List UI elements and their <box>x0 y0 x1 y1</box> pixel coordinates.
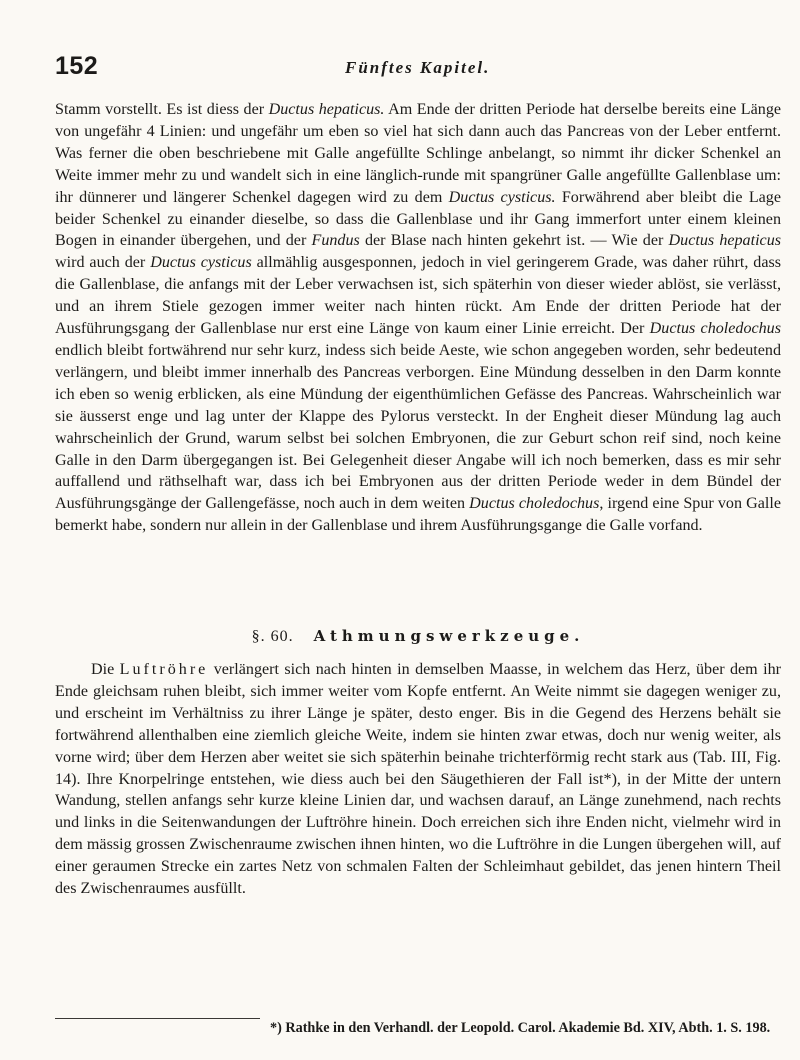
latin-term: Ductus cysticus. <box>448 188 556 206</box>
footnote: *) Rathke in den Verhandl. der Leopold. Carol. Akademie Bd. XIV, Abth. 1. S. 198. <box>270 1020 771 1036</box>
section-heading <box>55 627 781 646</box>
text-run: wird auch der <box>55 254 151 272</box>
latin-term: Ductus choledochus <box>469 495 600 513</box>
text-run: Forwährend aber bleibt die Lage beider Schenkel zu einander dieselbe, so dass die Gallenblase und ihr Gang immerfort unter einem kleinen Bogen in einander übergehen, und der <box>55 188 781 250</box>
section-number: §. 60. <box>251 628 294 645</box>
latin-term: Ductus choledochus <box>649 320 781 338</box>
paragraph-1 <box>55 99 781 537</box>
latin-term: Ductus hepaticus <box>668 232 782 250</box>
text-run: verlängert sich nach hinten in demselben Maasse, in welchem das Herz, über dem ihr Ende gleichsam ruhen bleibt, sich immer weiter vom Kopfe entfernt. An Weite nimmt sie dagegen weniger zu, und erscheint im Verhältniss zu ihrer Länge je später, desto enger. Bis in die Gegend des Herzens behält sie fortwährend allenthalben eine ziemlich gleiche Weite, indem sie hinten zwar etwas, doch nur wenig weiter, als vorne wird; über dem Herzen aber weitet sie sich späterhin beinahe trichterförmig recht stark aus (Tab. III, Fig. 14). Ihre Knorpelringe entstehen, wie diess auch bei den Säugethieren der Fall ist*), in der Mitte der untern Wandung, stellen anfangs sehr kurze kleine Linien dar, und wachsen darauf, an Länge zunehmend, nach rechts und links in die Seitenwandungen der Luftröhre hinein. Doch erreichen sich ihre Enden nicht, vielmehr wird in dem mässig grossen Zwischenraume zwischen ihnen hinten, wo die Luftröhre in die Lungen übergehen will, auf einer geraumen Strecke ein zartes Netz von schmalen Falten der Schleimhaut gebildet, das jenen hintern Theil des Zwischenraumes ausfüllt. <box>55 661 781 898</box>
text-run: allmählig ausgesponnen, jedoch in viel geringerem Grade, was daher rührt, dass die Gallenblase, die anfangs mit der Leber verwachsen ist, sich späterhin von dieser wieder ablöst, sie verlässt, und an ihrem Stiele gezogen immer weiter nach hinten rückt. Am Ende der dritten Periode hat der Ausführungsgang der Gallenblase nur erst eine Länge von kaum einer Linie erreicht. Der <box>55 254 782 338</box>
text-run: Die <box>91 661 120 678</box>
text-run: Stamm vorstellt. Es ist diess der <box>55 101 269 118</box>
paragraph-2 <box>55 659 781 900</box>
emphasized-term: Luftröhre <box>119 661 209 678</box>
page-header <box>55 52 783 86</box>
text-run: Am Ende der dritten Periode hat derselbe bereits eine Länge von ungefähr 4 Linien: und ungefähr um eben so viel hat sich dann auch das Pancreas von der Leber entfernt. Was ferner die oben beschriebene mit Galle angefüllte Schlinge anbelangt, so nimmt ihr dicker Schenkel an Weite immer mehr zu und wandelt sich in eine länglich-runde mit spangrüner Galle angefüllte Gallenblase um: ihr dünnerer und längerer Schenkel dagegen wird zu dem <box>55 101 782 206</box>
footnote-divider <box>55 1018 260 1019</box>
latin-term: Ductus cysticus <box>150 254 252 272</box>
latin-term: Ductus hepaticus. <box>268 101 385 118</box>
text-run: , irgend eine Spur von Galle bemerkt habe, sondern nur allein in der Gallenblase und ihrem Ausführungsgange die Galle vorfand. <box>55 495 781 535</box>
page-number: 152 <box>55 52 99 80</box>
text-run: endlich bleibt fortwährend nur sehr kurz, indess sich beide Aeste, wie schon angegeben worden, sehr bedeutend verlängern, und bleibt immer innerhalb des Pancreas verborgen. Eine Mündung desselben in den Darm konnte ich eben so wenig erblicken, als eine Mündung der eigenthümlichen Gefässe des Pancreas. Wahrscheinlich war sie äusserst enge und lag unter der Klappe des Pylorus versteckt. In der Engheit dieser Mündung lag auch wahrscheinlich der Grund, warum selbst bei solchen Embryonen, die zur Geburt schon reif sind, noch keine Galle in den Darm übergegangen ist. Bei Gelegenheit dieser Angabe will ich noch bemerken, dass es mir sehr auffallend und räthselhaft war, dass ich bei Embryonen aus der dritten Periode weder in dem Bündel der Ausführungsgänge der Gallengefässe, noch auch in dem weiten <box>55 341 781 513</box>
section-title: Athmungswerkzeuge. <box>313 627 585 645</box>
text-run: der Blase nach hinten gekehrt ist. — Wie der <box>359 232 669 250</box>
running-head: Fünftes Kapitel. <box>345 58 491 77</box>
latin-term: Fundus <box>311 232 360 250</box>
